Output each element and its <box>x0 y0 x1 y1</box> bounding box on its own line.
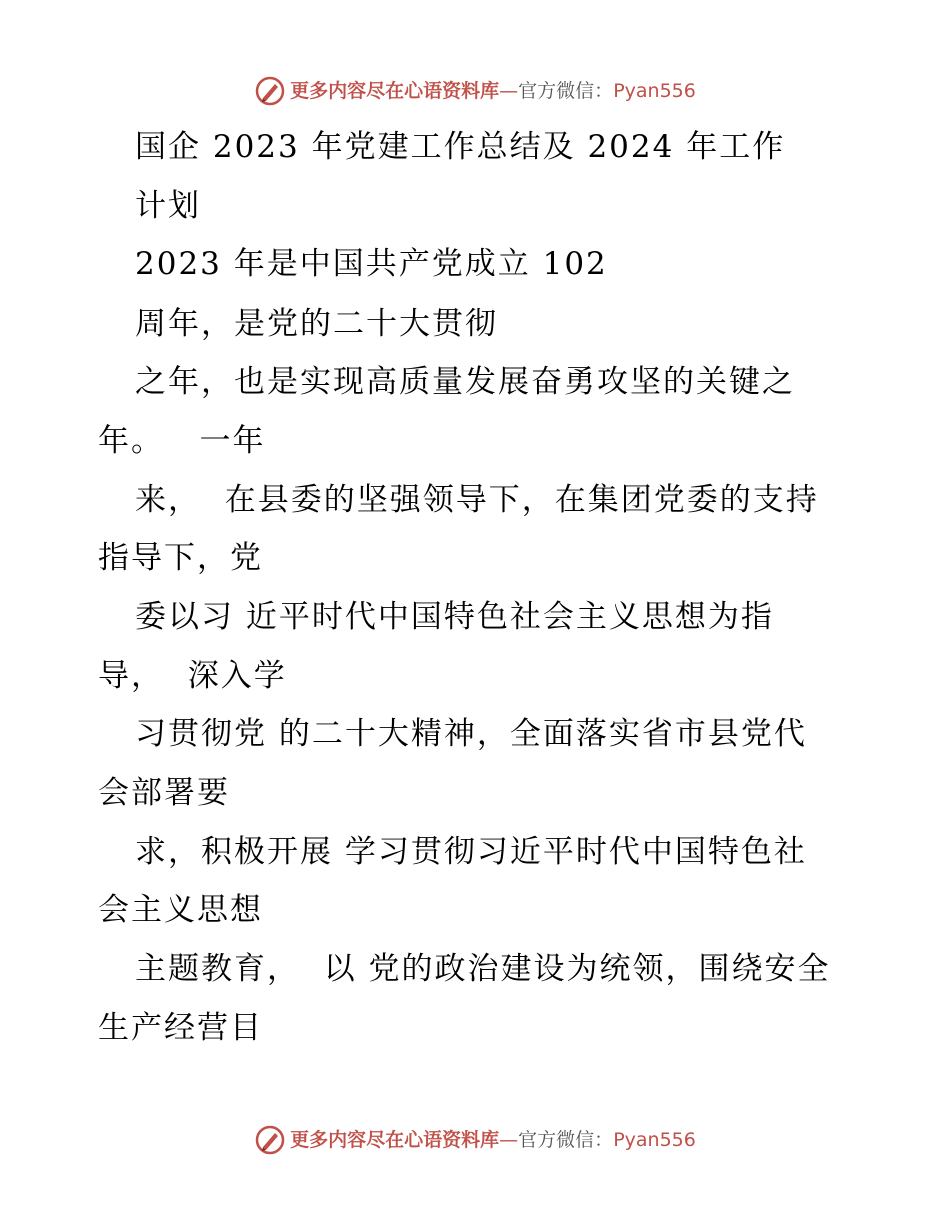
paragraph-line: 来， 在县委的坚强领导下，在集团党委的支持 <box>135 482 819 518</box>
paragraph-line: 2023 年是中国共产党成立 102 <box>135 246 608 282</box>
watermark-wechat-id: Pyan556 <box>613 1129 696 1151</box>
paragraph-line: 主题教育， 以 党的政治建设为统领，围绕安全 <box>135 951 831 987</box>
document-title-line-1: 国企 2023 年党建工作总结及 2024 年工作 <box>135 129 786 165</box>
paragraph-line: 指导下，党 <box>98 540 263 576</box>
paragraph-line: 求，积极开展 学习贯彻习近平时代中国特色社 <box>135 834 807 870</box>
paragraph-line: 导， 深入学 <box>98 658 287 694</box>
paragraph-line: 生产经营目 <box>98 1010 263 1046</box>
watermark-title: 更多内容尽在心语资料库 <box>290 80 500 102</box>
paragraph-line: 会主义思想 <box>98 892 263 928</box>
paragraph-line: 周年，是党的二十大贯彻 <box>135 306 498 342</box>
paragraph-line: 之年，也是实现高质量发展奋勇攻坚的关键之 <box>135 364 795 400</box>
pen-logo-icon <box>254 1124 286 1156</box>
paragraph-line: 年。 一年 <box>98 423 266 459</box>
document-title-line-2: 计划 <box>135 188 201 224</box>
footer-watermark <box>0 1124 950 1156</box>
paragraph-line: 习贯彻党 的二十大精神，全面落实省市县党代 <box>135 716 807 752</box>
watermark-dash: — <box>499 80 519 102</box>
watermark-title: 更多内容尽在心语资料库 <box>290 1129 500 1151</box>
paragraph-line: 委以习 近平时代中国特色社会主义思想为指 <box>135 599 774 635</box>
watermark-wechat-label: 官方微信： <box>518 1129 614 1151</box>
paragraph-line: 会部署要 <box>98 775 230 811</box>
watermark-wechat-label: 官方微信： <box>518 80 614 102</box>
watermark-wechat-id: Pyan556 <box>613 80 696 102</box>
watermark-dash: — <box>499 1129 519 1151</box>
